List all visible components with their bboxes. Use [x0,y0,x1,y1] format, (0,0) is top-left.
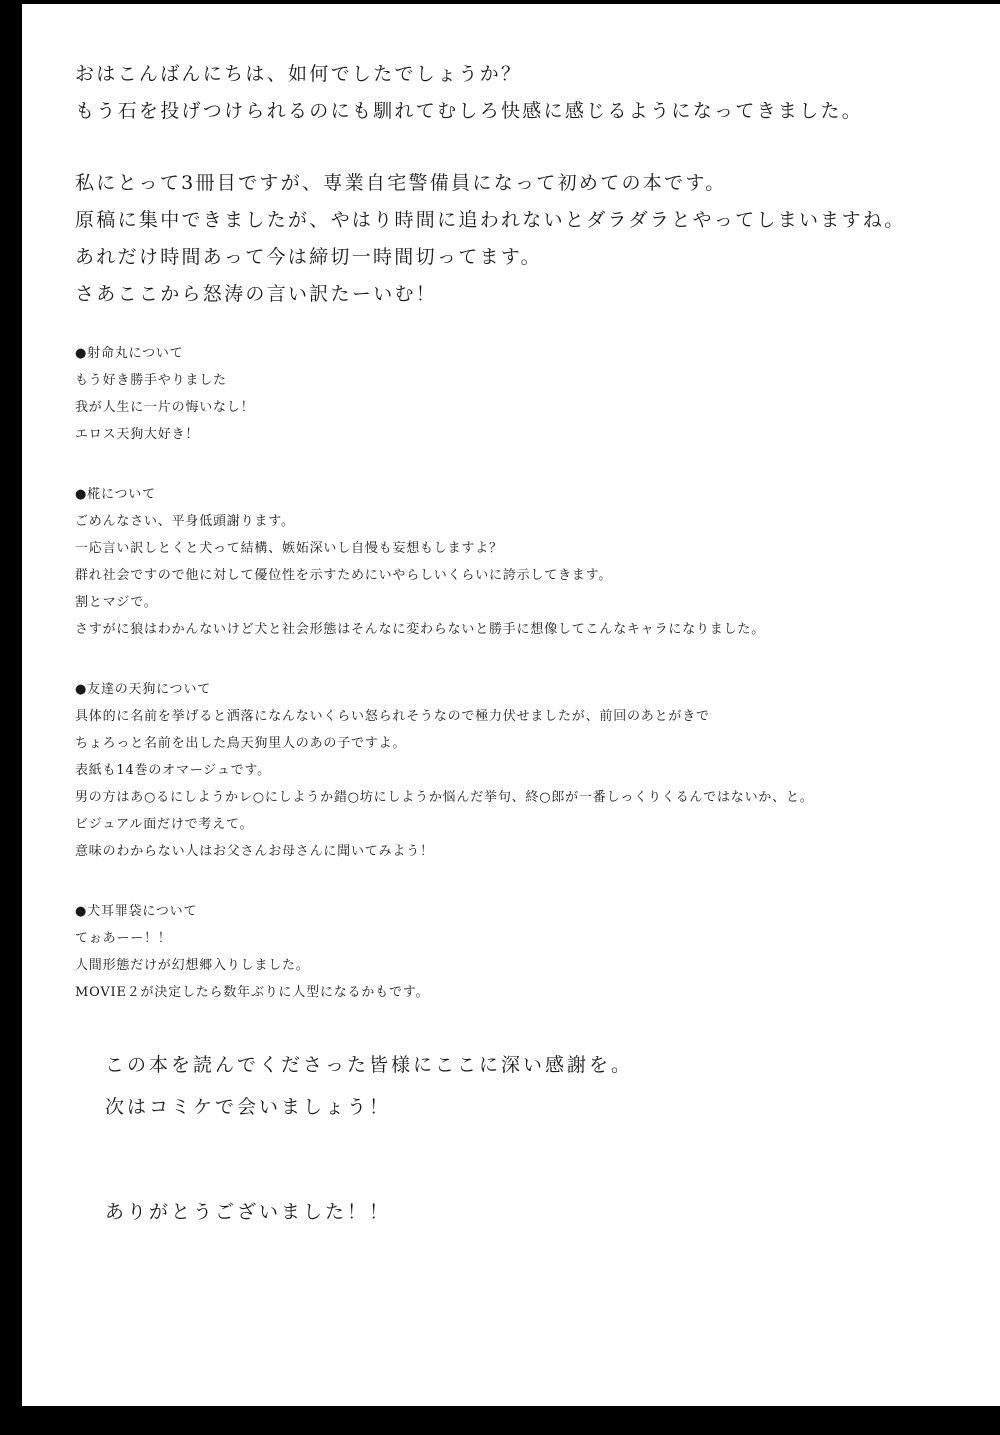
text-line: ビジュアル面だけで考えて。 [75,817,254,832]
text-line: もう石を投げつけられるのにも馴れてむしろ快感に感じるようになってきました。 [75,100,864,122]
final-thanks [75,1194,965,1231]
text-line: 表紙も14巻のオマージュです。 [75,763,271,778]
text-line: エロス天狗大好き！ [75,427,200,442]
text-line: 群れ社会ですので他に対して優位性を示すためにいやらしいくらいに誇示してきます。 [75,568,613,583]
section-heading: ●友達の天狗について [75,682,212,697]
text-line: おはこんばんにちは、如何でしたでしょうか？ [75,63,523,85]
text-line: ごめんなさい、平身低頭謝ります。 [75,514,295,529]
text-line: もう好き勝手やりました [75,373,227,388]
intro-paragraph [75,56,965,130]
second-paragraph [75,165,965,313]
comment-sections [75,340,965,1006]
text-line: 男の方はあ○るにしようかレ○にしようか錯○坊にしようか悩んだ挙句、終○郎が一番しっくりくるんではないか、と。 [75,790,814,805]
text-line: この本を読んでくださった皆様にここに深い感謝を。 [105,1054,634,1076]
text-line: 一応言い訳しとくと犬って結構、嫉妬深いし自慢も妄想もしますよ？ [75,541,503,556]
text-line: ちょろっと名前を出した鳥天狗里人のあの子ですよ。 [75,736,407,751]
section-heading: ●犬耳罪袋について [75,904,198,919]
section-heading: ●椛について [75,487,156,502]
text-line: てぉあーー！！ [75,931,172,946]
text-line: さあここから怒涛の言い訳たーいむ！ [75,283,438,305]
text-line: ありがとうございました！！ [105,1201,392,1223]
section-momiji [75,481,965,643]
text-line: MOVIE２が決定したら数年ぶりに人型になるかもです。 [75,985,430,1000]
closing-paragraph [75,1044,965,1128]
text-line: あれだけ時間あって今は締切一時間切ってます。 [75,246,542,268]
text-line: さすがに狼はわかんないけど犬と社会形態はそんなに変わらないと勝手に想像してこんなキャラになりました。 [75,622,766,637]
text-line: 原稿に集中できましたが、やはり時間に追われないとダラダラとやってしまいますね。 [75,209,906,231]
text-line: 割とマジで。 [75,595,158,610]
section-inumimi-zaitai [75,898,965,1006]
text-line: 私にとって3冊目ですが、専業自宅警備員になって初めての本です。 [75,172,727,194]
text-line: 具体的に名前を挙げると洒落になんないくらい怒られそうなので極力伏せましたが、前回のあとがきで [75,709,710,724]
text-line: 意味のわからない人はお父さんお母さんに聞いてみよう！ [75,844,434,859]
section-tengu-friend [75,676,965,865]
afterword-text [75,56,965,1231]
text-line: 我が人生に一片の悔いなし！ [75,400,255,415]
section-heading: ●射命丸について [75,346,184,361]
text-line: 次はコミケで会いましょう！ [105,1096,392,1118]
section-shameimaru [75,340,965,448]
scan-border [0,1406,1000,1435]
text-line: 人間形態だけが幻想郷入りしました。 [75,958,310,973]
